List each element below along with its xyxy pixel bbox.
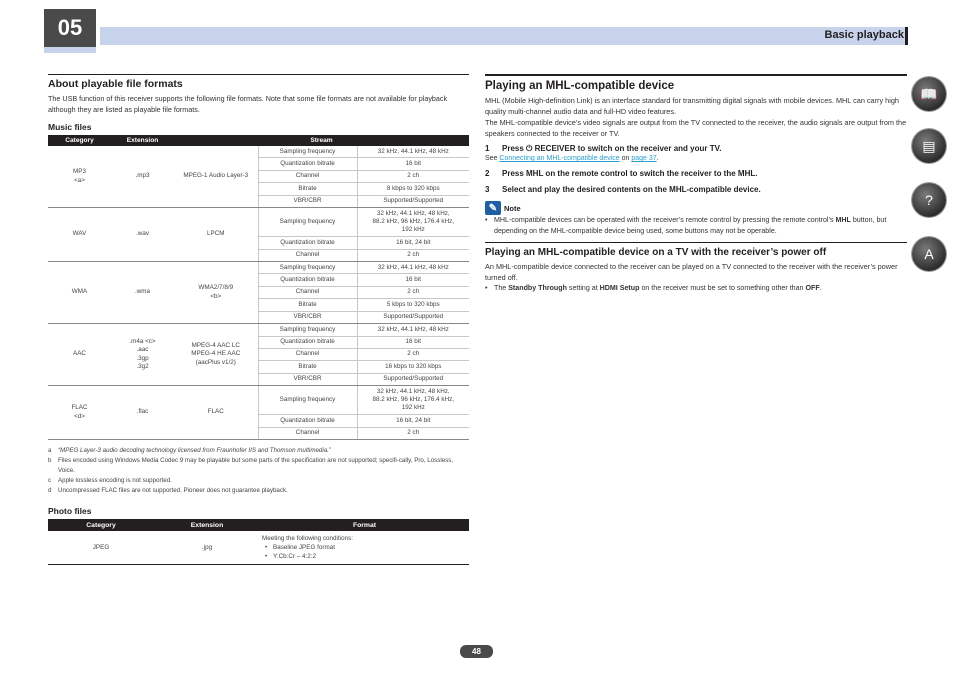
- music-param: Quantization bitrate: [258, 415, 357, 427]
- table-row: [48, 146, 469, 158]
- table-row: [48, 324, 469, 336]
- music-param: VBR/CBR: [258, 195, 357, 207]
- format-item: Y:Cb:Cr – 4:2:2: [273, 553, 317, 561]
- music-col-category: Category: [48, 135, 111, 146]
- music-param: Channel: [258, 427, 357, 439]
- music-value: Supported/Supported: [357, 311, 469, 323]
- music-param: Bitrate: [258, 361, 357, 373]
- music-value: 8 kbps to 320 kbps: [357, 183, 469, 195]
- music-param: VBR/CBR: [258, 373, 357, 385]
- footnote: d Uncompressed FLAC files are not supported. Pioneer does not guarantee playback.: [48, 487, 288, 495]
- music-param: Sampling frequency: [258, 324, 357, 336]
- photo-files-heading: Photo files: [48, 506, 92, 517]
- music-stream: MPEG-1 Audio Layer-3: [174, 146, 258, 208]
- photo-col-format: Format: [260, 519, 469, 531]
- music-stream: FLAC: [174, 386, 258, 440]
- music-category: WMA: [48, 262, 111, 324]
- music-category: AAC: [48, 324, 111, 386]
- note-header: ✎ Note: [485, 201, 907, 215]
- table-row: [48, 208, 469, 237]
- photo-col-category: Category: [48, 519, 154, 531]
- music-value: 32 kHz, 44.1 kHz, 48 kHz, 88.2 kHz, 96 kHz, 176.4 kHz, 192 kHz: [357, 208, 469, 237]
- music-stream: MPEG-4 AAC LC MPEG-4 HE AAC (aacPlus v1/2): [174, 324, 258, 386]
- table-row: [48, 262, 469, 274]
- photo-category: JPEG: [48, 531, 154, 565]
- music-value: 16 bit, 24 bit: [357, 415, 469, 427]
- music-stream: LPCM: [174, 208, 258, 262]
- table-row: [48, 386, 469, 415]
- step-2: 2 Press MHL on the remote control to switch the receiver to the MHL.: [485, 169, 758, 178]
- footnotes: [48, 446, 469, 496]
- music-param: Sampling frequency: [258, 262, 357, 274]
- header-band: [100, 27, 908, 45]
- page-number: 48: [460, 645, 493, 658]
- music-param: Sampling frequency: [258, 386, 357, 415]
- mhl-intro: MHL (Mobile High-definition Link) is an interface standard for transmitting digital signals with mobile devices. MHL can carry high quality multi-channel audio data and full-HD video features.: [485, 96, 899, 116]
- photo-extension: .jpg: [154, 531, 260, 565]
- music-extension: .m4a <c> .aac .3gp .3g2: [111, 324, 174, 386]
- tools-icon[interactable]: ?: [912, 183, 946, 217]
- mhl-power-off-text: An MHL-compatible device connected to the receiver can be played on a TV connected to the receiver with the receiver’s power turned off.: [485, 262, 898, 282]
- music-param: Channel: [258, 348, 357, 360]
- music-value: 2 ch: [357, 427, 469, 439]
- footnote: b Files encoded using Windows Media Codec 9 may be playable but some parts of the specification are not supported; specifi-cally, Pro, Lossless, Voice.: [48, 457, 454, 475]
- music-param: Quantization bitrate: [258, 158, 357, 170]
- music-value: 16 kbps to 320 kbps: [357, 361, 469, 373]
- mhl-connect-link[interactable]: Connecting an MHL-compatible device: [499, 155, 620, 162]
- music-value: 2 ch: [357, 286, 469, 298]
- music-value: 16 bit, 24 bit: [357, 237, 469, 249]
- note-bullet: • MHL-compatible devices can be operated with the receiver’s remote control by pressing the remote control’s MHL button, but depending on the MHL-compatible device being used, some buttons may not be operable.: [485, 216, 887, 235]
- format-item: Baseline JPEG format: [273, 544, 335, 552]
- remote-icon[interactable]: ▤: [912, 129, 946, 163]
- footnote: a “MPEG Layer-3 audio decoding technology licensed from Fraunhofer IIS and Thomson multimedia.”: [48, 447, 331, 455]
- standby-through-bullet: • The Standby Through setting at HDMI Setup on the receiver must be set to something other than OFF.: [485, 284, 822, 292]
- music-value: 5 kbps to 320 kbps: [357, 299, 469, 311]
- music-files-table: [48, 135, 469, 440]
- music-value: 32 kHz, 44.1 kHz, 48 kHz, 88.2 kHz, 96 kHz, 176.4 kHz, 192 kHz: [357, 386, 469, 415]
- music-param: Quantization bitrate: [258, 274, 357, 286]
- music-param: Quantization bitrate: [258, 237, 357, 249]
- chapter-number: 05: [44, 9, 96, 47]
- music-param: Sampling frequency: [258, 146, 357, 158]
- music-value: Supported/Supported: [357, 373, 469, 385]
- music-category: MP3 <a>: [48, 146, 111, 208]
- music-param: VBR/CBR: [258, 311, 357, 323]
- music-value: Supported/Supported: [357, 195, 469, 207]
- page-link[interactable]: page 37: [631, 155, 657, 162]
- music-stream: WMA2/7/8/9 <b>: [174, 262, 258, 324]
- see-reference: See Connecting an MHL-compatible device on page 37.: [485, 155, 659, 162]
- music-col-extension: Extension: [111, 135, 174, 146]
- music-value: 32 kHz, 44.1 kHz, 48 kHz: [357, 324, 469, 336]
- music-extension: .wma: [111, 262, 174, 324]
- music-param: Channel: [258, 249, 357, 261]
- music-param: Channel: [258, 170, 357, 182]
- photo-files-table: [48, 519, 469, 565]
- footnote: c Apple lossless encoding is not supported.: [48, 477, 172, 485]
- music-value: 16 bit: [357, 336, 469, 348]
- format-intro: Meeting the following conditions:: [262, 535, 354, 543]
- photo-format: Meeting the following conditions: • Baseline JPEG format • Y:Cb:Cr – 4:2:2: [260, 531, 469, 565]
- music-col-stream: Stream: [174, 135, 469, 146]
- music-param: Sampling frequency: [258, 208, 357, 237]
- left-column: [48, 74, 469, 565]
- music-value: 32 kHz, 44.1 kHz, 48 kHz: [357, 262, 469, 274]
- mhl-power-off-heading: Playing an MHL-compatible device on a TV with the receiver’s power off: [485, 247, 827, 258]
- mhl-heading: Playing an MHL-compatible device: [485, 80, 675, 92]
- music-category: FLAC <d>: [48, 386, 111, 440]
- page-section-title: Basic playback: [824, 29, 904, 41]
- music-extension: .mp3: [111, 146, 174, 208]
- music-category: WAV: [48, 208, 111, 262]
- step-3: 3 Select and play the desired contents on the MHL-compatible device.: [485, 185, 761, 194]
- music-extension: .flac: [111, 386, 174, 440]
- about-formats-intro: The USB function of this receiver supports the following file formats. Note that some file formats are not available for playback although they are listed as playable file formats.: [48, 94, 448, 114]
- music-files-heading: Music files: [48, 122, 92, 132]
- music-param: Bitrate: [258, 299, 357, 311]
- about-formats-heading: About playable file formats: [48, 78, 183, 90]
- music-param: Quantization bitrate: [258, 336, 357, 348]
- photo-col-extension: Extension: [154, 519, 260, 531]
- music-extension: .wav: [111, 208, 174, 262]
- music-param: Bitrate: [258, 183, 357, 195]
- music-param: Channel: [258, 286, 357, 298]
- mhl-output: The MHL-compatible device’s video signals are output from the TV connected to the receiver, the audio signals are output from the speakers connected to the receiver or TV.: [485, 118, 907, 138]
- pencil-icon: ✎: [485, 201, 501, 215]
- glossary-icon[interactable]: A: [912, 237, 946, 271]
- music-value: 16 bit: [357, 158, 469, 170]
- book-icon[interactable]: 📖: [912, 77, 946, 111]
- step-1: 1 Press ⏻ RECEIVER to switch on the receiver and your TV.: [485, 144, 722, 153]
- music-value: 2 ch: [357, 170, 469, 182]
- music-value: 16 bit: [357, 274, 469, 286]
- music-value: 2 ch: [357, 249, 469, 261]
- right-column: [485, 74, 907, 294]
- music-value: 32 kHz, 44.1 kHz, 48 kHz: [357, 146, 469, 158]
- music-value: 2 ch: [357, 348, 469, 360]
- table-row: [48, 531, 469, 565]
